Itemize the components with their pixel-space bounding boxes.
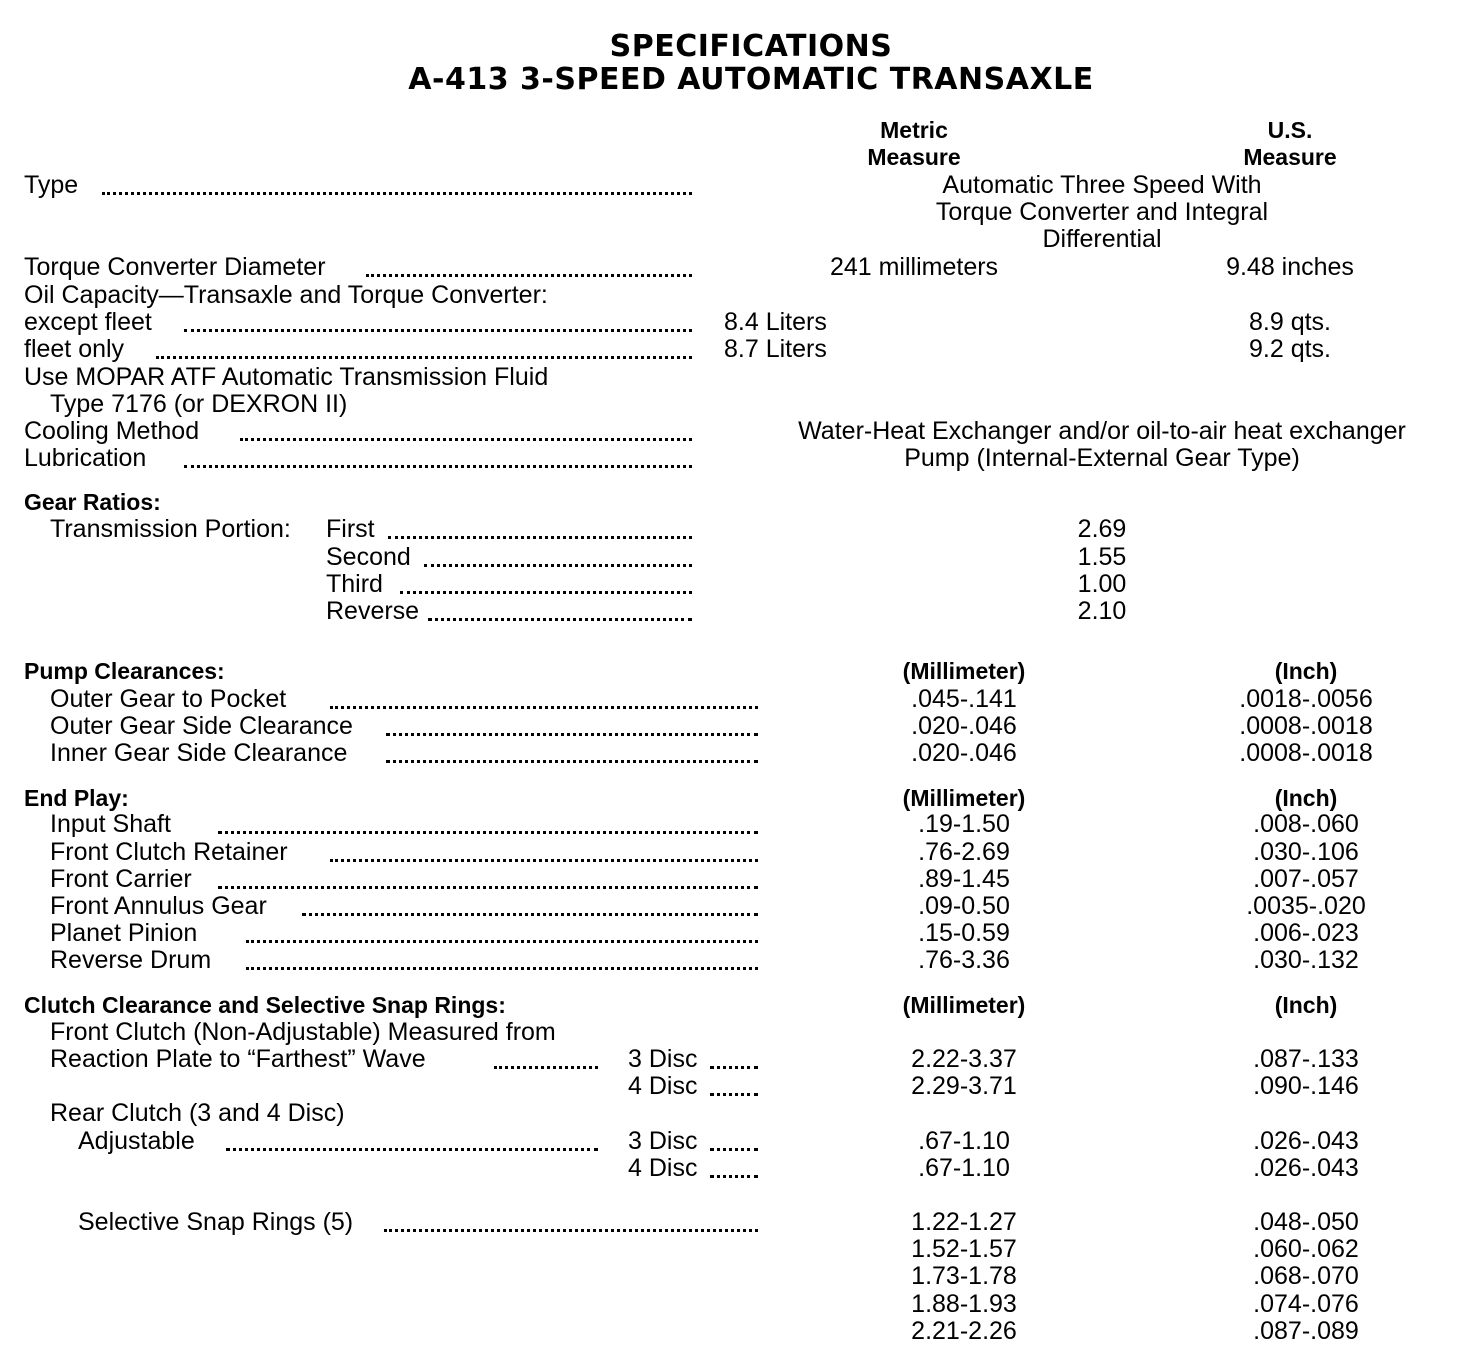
leader-dots bbox=[240, 432, 692, 441]
pump-row-label: Inner Gear Side Clearance bbox=[50, 739, 348, 767]
leader-dots bbox=[330, 853, 758, 862]
rear-clutch-inch: .026-.043 bbox=[1253, 1127, 1359, 1155]
leader-dots bbox=[424, 558, 692, 567]
clutch-clearance-heading: Clutch Clearance and Selective Snap Rings: bbox=[24, 992, 506, 1018]
snap-ring-mm: 1.88-1.93 bbox=[911, 1290, 1017, 1318]
cooling-method-label: Cooling Method bbox=[24, 417, 200, 445]
snap-ring-mm: 1.52-1.57 bbox=[911, 1235, 1017, 1263]
leader-dots bbox=[388, 530, 692, 539]
except-fleet-us: 8.9 qts. bbox=[1249, 308, 1331, 336]
col-metric-header-2: Measure bbox=[867, 144, 961, 170]
rear-clutch-inch: .026-.043 bbox=[1253, 1154, 1359, 1182]
gear-ratio-value: 1.00 bbox=[1077, 570, 1127, 598]
snap-ring-inch: .074-.076 bbox=[1253, 1290, 1359, 1318]
transmission-portion-label: Transmission Portion: bbox=[50, 515, 291, 543]
col-metric-header-1: Metric bbox=[880, 117, 948, 143]
end-play-row-label: Front Carrier bbox=[50, 865, 192, 893]
mopar-note-1: Use MOPAR ATF Automatic Transmission Fluid bbox=[24, 363, 549, 391]
end-play-row-inch: .007-.057 bbox=[1253, 865, 1359, 893]
leader-dots bbox=[156, 350, 692, 359]
fleet-only-metric: 8.7 Liters bbox=[724, 335, 827, 363]
end-play-row-mm: .76-2.69 bbox=[918, 838, 1010, 866]
col-us-header-1: U.S. bbox=[1267, 117, 1313, 143]
except-fleet-metric: 8.4 Liters bbox=[724, 308, 827, 336]
front-clutch-inch: .087-.133 bbox=[1253, 1045, 1359, 1073]
end-play-row-label: Input Shaft bbox=[50, 810, 171, 838]
leader-dots bbox=[246, 934, 758, 943]
leader-dots bbox=[710, 1087, 758, 1096]
pump-col-millimeter: (Millimeter) bbox=[902, 658, 1026, 684]
lubrication-value: Pump (Internal-External Gear Type) bbox=[904, 444, 1300, 472]
clutch-col-millimeter: (Millimeter) bbox=[902, 992, 1026, 1018]
leader-dots bbox=[184, 323, 692, 332]
leader-dots bbox=[400, 585, 692, 594]
snap-ring-inch: .068-.070 bbox=[1253, 1262, 1359, 1290]
gear-ratio-value: 2.10 bbox=[1077, 597, 1127, 625]
col-us-header-2: Measure bbox=[1243, 144, 1337, 170]
type-value-3: Differential bbox=[1042, 225, 1162, 253]
pump-row-label: Outer Gear Side Clearance bbox=[50, 712, 353, 740]
end-play-row-inch: .030-.106 bbox=[1253, 838, 1359, 866]
end-play-row-label: Reverse Drum bbox=[50, 946, 212, 974]
front-clutch-disc: 3 Disc bbox=[628, 1045, 698, 1073]
end-play-row-label: Front Annulus Gear bbox=[50, 892, 267, 920]
pump-row-inch: .0008-.0018 bbox=[1239, 739, 1373, 767]
leader-dots bbox=[330, 700, 758, 709]
end-play-row-mm: .09-0.50 bbox=[918, 892, 1010, 920]
end-play-row-mm: .15-0.59 bbox=[918, 919, 1010, 947]
front-clutch-mm: 2.22-3.37 bbox=[911, 1045, 1017, 1073]
rear-clutch-label-2: Adjustable bbox=[78, 1127, 195, 1155]
leader-dots bbox=[226, 1142, 598, 1151]
clutch-col-inch: (Inch) bbox=[1274, 992, 1338, 1018]
snap-ring-inch: .060-.062 bbox=[1253, 1235, 1359, 1263]
type-value-1: Automatic Three Speed With bbox=[942, 171, 1262, 199]
end-play-row-mm: .19-1.50 bbox=[918, 810, 1010, 838]
snap-ring-mm: 1.73-1.78 bbox=[911, 1262, 1017, 1290]
pump-row-label: Outer Gear to Pocket bbox=[50, 685, 287, 713]
rear-clutch-mm: .67-1.10 bbox=[918, 1127, 1010, 1155]
except-fleet-label: except fleet bbox=[24, 308, 152, 336]
fleet-only-us: 9.2 qts. bbox=[1249, 335, 1331, 363]
rear-clutch-mm: .67-1.10 bbox=[918, 1154, 1010, 1182]
end-play-col-inch: (Inch) bbox=[1274, 785, 1338, 811]
end-play-row-inch: .006-.023 bbox=[1253, 919, 1359, 947]
leader-dots bbox=[246, 961, 758, 970]
gear-ratio-value: 2.69 bbox=[1077, 515, 1127, 543]
pump-row-mm: .020-.046 bbox=[911, 739, 1017, 767]
cooling-method-value: Water-Heat Exchanger and/or oil-to-air heat exchanger bbox=[798, 417, 1406, 445]
leader-dots bbox=[710, 1060, 758, 1069]
leader-dots bbox=[386, 727, 758, 736]
leader-dots bbox=[366, 268, 692, 277]
rear-clutch-disc: 4 Disc bbox=[628, 1154, 698, 1182]
rear-clutch-disc: 3 Disc bbox=[628, 1127, 698, 1155]
fleet-only-label: fleet only bbox=[24, 335, 125, 363]
rear-clutch-label-1: Rear Clutch (3 and 4 Disc) bbox=[50, 1099, 345, 1127]
leader-dots bbox=[384, 1223, 758, 1232]
torque-converter-label: Torque Converter Diameter bbox=[24, 253, 326, 281]
end-play-row-inch: .030-.132 bbox=[1253, 946, 1359, 974]
end-play-row-inch: .0035-.020 bbox=[1246, 892, 1366, 920]
leader-dots bbox=[218, 880, 758, 889]
front-clutch-disc: 4 Disc bbox=[628, 1072, 698, 1100]
end-play-heading: End Play: bbox=[24, 785, 129, 811]
front-clutch-label-2: Reaction Plate to “Farthest” Wave bbox=[50, 1045, 426, 1073]
gear-ratio-label: First bbox=[326, 515, 375, 543]
leader-dots bbox=[428, 612, 692, 621]
end-play-row-mm: .89-1.45 bbox=[918, 865, 1010, 893]
gear-ratio-label: Third bbox=[326, 570, 383, 598]
gear-ratio-label: Reverse bbox=[326, 597, 420, 625]
end-play-col-millimeter: (Millimeter) bbox=[902, 785, 1026, 811]
title-line-2: A-413 3-SPEED AUTOMATIC TRANSAXLE bbox=[408, 62, 1094, 97]
title-line-1: SPECIFICATIONS bbox=[609, 29, 893, 64]
end-play-row-inch: .008-.060 bbox=[1253, 810, 1359, 838]
pump-row-inch: .0018-.0056 bbox=[1239, 685, 1373, 713]
front-clutch-inch: .090-.146 bbox=[1253, 1072, 1359, 1100]
end-play-row-mm: .76-3.36 bbox=[918, 946, 1010, 974]
leader-dots bbox=[710, 1169, 758, 1178]
gear-ratio-value: 1.55 bbox=[1077, 543, 1127, 571]
pump-col-inch: (Inch) bbox=[1274, 658, 1338, 684]
pump-row-mm: .020-.046 bbox=[911, 712, 1017, 740]
type-value-2: Torque Converter and Integral bbox=[935, 198, 1269, 226]
leader-dots bbox=[302, 907, 758, 916]
front-clutch-mm: 2.29-3.71 bbox=[911, 1072, 1017, 1100]
lubrication-label: Lubrication bbox=[24, 444, 147, 472]
torque-converter-metric: 241 millimeters bbox=[829, 253, 999, 281]
end-play-row-label: Front Clutch Retainer bbox=[50, 838, 288, 866]
mopar-note-2: Type 7176 (or DEXRON II) bbox=[50, 390, 348, 418]
leader-dots bbox=[184, 459, 692, 468]
snap-rings-label: Selective Snap Rings (5) bbox=[78, 1208, 354, 1236]
snap-ring-mm: 2.21-2.26 bbox=[911, 1317, 1017, 1345]
gear-ratios-heading: Gear Ratios: bbox=[24, 489, 161, 515]
leader-dots bbox=[386, 754, 758, 763]
snap-ring-inch: .087-.089 bbox=[1253, 1317, 1359, 1345]
type-label: Type bbox=[24, 171, 79, 199]
leader-dots bbox=[218, 825, 758, 834]
leader-dots bbox=[710, 1142, 758, 1151]
oil-capacity-label: Oil Capacity—Transaxle and Torque Converter: bbox=[24, 281, 548, 309]
leader-dots bbox=[102, 186, 692, 195]
pump-row-inch: .0008-.0018 bbox=[1239, 712, 1373, 740]
gear-ratio-label: Second bbox=[326, 543, 411, 571]
pump-row-mm: .045-.141 bbox=[911, 685, 1017, 713]
snap-ring-mm: 1.22-1.27 bbox=[911, 1208, 1017, 1236]
pump-clearances-heading: Pump Clearances: bbox=[24, 658, 225, 684]
leader-dots bbox=[494, 1060, 598, 1069]
snap-ring-inch: .048-.050 bbox=[1253, 1208, 1359, 1236]
torque-converter-us: 9.48 inches bbox=[1226, 253, 1354, 281]
front-clutch-label-1: Front Clutch (Non-Adjustable) Measured from bbox=[50, 1018, 556, 1046]
end-play-row-label: Planet Pinion bbox=[50, 919, 198, 947]
